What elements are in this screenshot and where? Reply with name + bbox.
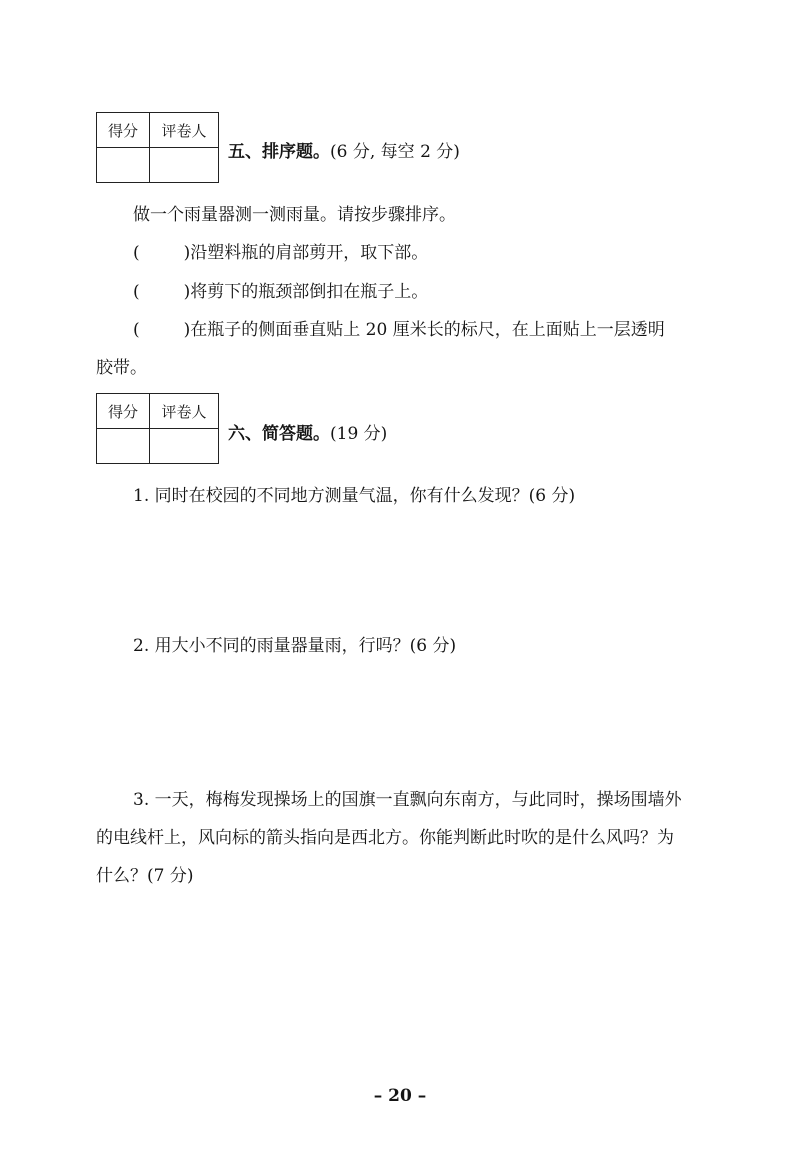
order-step-1 <box>133 241 428 265</box>
question-2-answer-area[interactable] <box>96 666 736 776</box>
grader-label: 评卷人 <box>150 394 219 429</box>
grader-cell[interactable] <box>150 148 219 183</box>
order-step-2 <box>133 280 428 304</box>
question-1: 1. 同时在校园的不同地方测量气温，你有什么发现？(6 分) <box>133 486 576 506</box>
step-1-open-paren: ( <box>133 243 140 263</box>
step-2-text: 将剪下的瓶颈部倒扣在瓶子上。 <box>190 282 429 302</box>
question-2: 2. 用大小不同的雨量器量雨，行吗？(6 分) <box>133 636 457 656</box>
step-3-open-paren: ( <box>133 320 140 340</box>
grader-label: 评卷人 <box>150 113 219 148</box>
page-number: – 20 – <box>373 1086 427 1106</box>
section-5-points: (6 分, 每空 2 分) <box>330 142 460 162</box>
score-cell[interactable] <box>97 429 150 464</box>
step-2-open-paren: ( <box>133 282 140 302</box>
section-6-points: (19 分) <box>330 424 388 444</box>
score-box-section-5 <box>96 112 219 183</box>
section-6-heading: 六、简答题。 <box>228 424 330 444</box>
step-3-text: 在瓶子的侧面垂直贴上 20 厘米长的标尺，在上面贴上一层透明 <box>190 320 665 340</box>
question-1-answer-area[interactable] <box>96 516 736 626</box>
section-6-title <box>228 419 387 444</box>
question-3-line-3: 什么？(7 分) <box>96 866 194 886</box>
question-3-line-1: 3. 一天，梅梅发现操场上的国旗一直飘向东南方，与此同时，操场围墙外 <box>133 790 682 810</box>
section-5-heading: 五、排序题。 <box>228 142 330 162</box>
order-step-3 <box>133 318 665 342</box>
step-1-close-paren: ) <box>183 243 191 263</box>
score-cell[interactable] <box>97 148 150 183</box>
step-3-close-paren: ) <box>183 320 191 340</box>
step-2-close-paren: ) <box>183 282 191 302</box>
grader-cell[interactable] <box>150 429 219 464</box>
step-1-text: 沿塑料瓶的肩部剪开，取下部。 <box>190 243 429 263</box>
section-5-title <box>228 137 460 162</box>
section-5-intro: 做一个雨量器测一测雨量。请按步骤排序。 <box>133 205 456 225</box>
order-step-3-continued: 胶带。 <box>96 358 147 378</box>
question-3-answer-area[interactable] <box>96 896 736 1066</box>
score-label: 得分 <box>97 113 150 148</box>
score-label: 得分 <box>97 394 150 429</box>
question-3-line-2: 的电线杆上，风向标的箭头指向是西北方。你能判断此时吹的是什么风吗？为 <box>96 828 674 848</box>
score-box-section-6 <box>96 393 219 464</box>
